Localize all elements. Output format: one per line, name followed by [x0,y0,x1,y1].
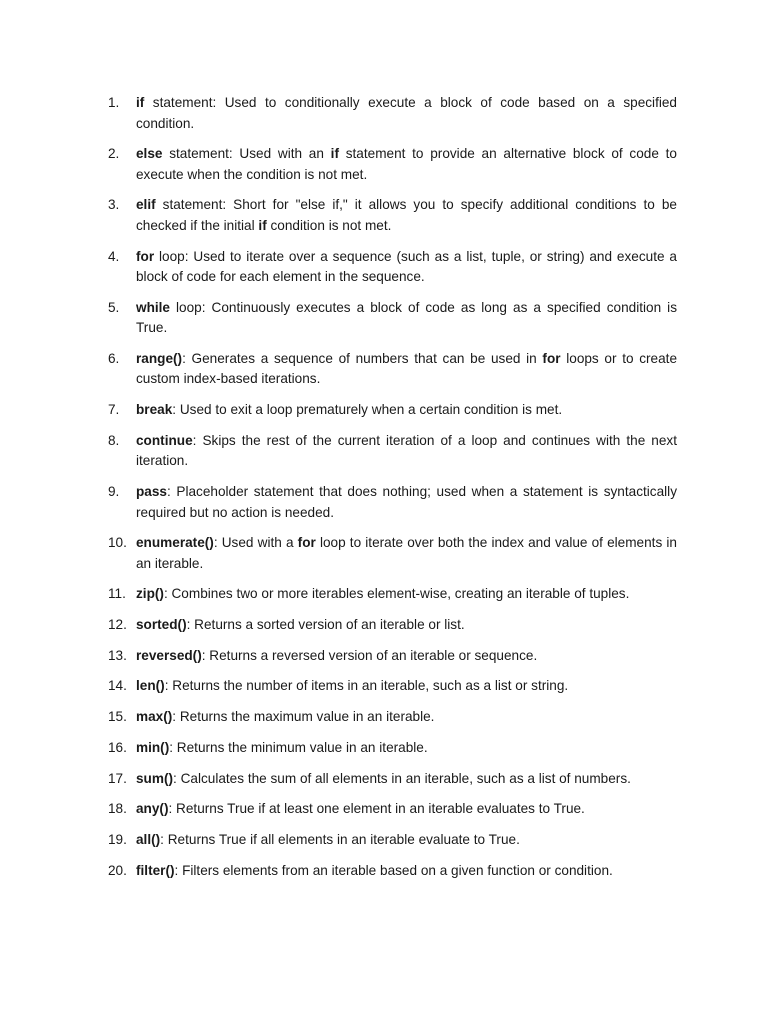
list-item-number: 6. [108,350,120,366]
keyword-term: for [297,535,316,551]
list-item [108,646,677,667]
list-item [108,830,677,851]
keyword-term: sum() [136,770,174,786]
list-item [108,861,677,882]
keyword-term: range() [136,350,183,366]
description-text: : Placeholder statement that does nothing; used when a statement is syntactically required but no action is needed. [136,484,677,520]
keyword-term: elif [136,197,156,213]
list-item-text [136,832,520,847]
list-item-number: 14. [108,678,127,694]
list-item-text [136,402,562,417]
list-item-text [136,740,428,755]
description-text: : Returns a sorted version of an iterable or list. [186,617,465,633]
description-text: : Used to exit a loop prematurely when a certain condition is met. [172,402,563,418]
list-item-number: 18. [108,801,127,817]
keyword-term: if [330,146,339,162]
list-item-number: 8. [108,432,120,448]
list-item-number: 12. [108,617,127,633]
list-item [108,533,677,574]
keyword-term: min() [136,739,170,755]
list-item [108,195,677,236]
keyword-term: enumerate() [136,535,214,551]
list-item [108,676,677,697]
description-text: loop: Used to iterate over a sequence (such as a list, tuple, or string) and execute a block of code for each element in the sequence. [136,248,677,285]
list-item [108,769,677,790]
keyword-term: len() [136,678,165,694]
list-item-number: 10. [108,535,127,551]
list-item-number: 4. [108,248,120,264]
list-item-text [136,678,568,693]
keyword-term: if [136,95,145,110]
description-text: statement to provide an alternative block of code to execute when the condition is not met. [136,146,677,182]
list-item-text [136,709,434,724]
list-item [108,349,677,390]
keyword-term: else [136,146,163,162]
list-item [108,799,677,820]
list-item-text [136,771,631,786]
list-item-text [136,197,677,233]
list-item-text [136,249,677,285]
description-text: loop: Continuously executes a block of code as long as a specified condition is True. [136,299,677,336]
list-item-number: 20. [108,862,127,878]
description-text: : Skips the rest of the current iteration of a loop and continues with the next iteration. [136,432,677,469]
list-item-number: 2. [108,146,120,162]
description-text: : Returns True if at least one element in an iterable evaluates to True. [168,801,585,817]
list-item-number: 1. [108,95,120,110]
list-item-text [136,801,585,816]
description-text: : Used with a [213,535,298,551]
keyword-term: while [136,299,170,315]
description-text: : Returns True if all elements in an iterable evaluate to True. [160,831,520,847]
keyword-term: sorted() [136,617,187,633]
description-text: loops or to create custom index-based iterations. [136,350,678,387]
numbered-list [108,93,677,891]
list-item [108,431,677,472]
keyword-term: for [542,350,561,366]
description-text: : Returns a reversed version of an iterable or sequence. [201,647,538,663]
list-item-text [136,863,613,878]
list-item-text [136,484,677,520]
list-item-number: 3. [108,197,120,213]
keyword-term: all() [136,831,161,847]
list-item-text [136,433,677,469]
list-item [108,482,677,523]
description-text: statement: Used with an [162,146,331,162]
list-item [108,584,677,605]
list-item-number: 19. [108,831,127,847]
list-item [108,298,677,339]
description-text: : Filters elements from an iterable based on a given function or condition. [174,862,613,878]
description-text: : Combines two or more iterables element-wise, creating an iterable of tuples. [163,586,630,602]
description-text: condition is not met. [266,217,392,233]
list-item [108,247,677,288]
list-item-text [136,351,677,387]
description-text: : Generates a sequence of numbers that can be used in [182,350,543,366]
list-item-number: 17. [108,770,127,786]
keyword-term: continue [136,432,193,448]
description-text: : Calculates the sum of all elements in an iterable, such as a list of numbers. [173,770,631,786]
list-item-text [136,535,677,571]
list-item [108,738,677,759]
keyword-term: filter() [136,862,175,878]
list-item-number: 16. [108,739,127,755]
description-text: statement: Short for "else if," it allows you to specify additional conditions to be checked if the initial [136,197,677,233]
list-item [108,144,677,185]
description-text: : Returns the number of items in an iterable, such as a list or string. [164,678,569,694]
list-item-text [136,300,677,336]
list-item [108,707,677,728]
keyword-term: any() [136,801,169,817]
description-text: : Returns the maximum value in an iterable. [172,709,435,725]
list-item-number: 7. [108,402,120,418]
keyword-term: break [136,402,173,418]
description-text: loop to iterate over both the index and value of elements in an iterable. [136,535,677,571]
list-item [108,93,677,134]
description-text: : Returns the minimum value in an iterable. [169,739,428,755]
list-item [108,400,677,421]
keyword-term: max() [136,709,173,725]
keyword-term: pass [136,484,167,499]
keyword-term: for [136,248,155,264]
list-item-number: 9. [108,484,120,499]
description-text: statement: Used to conditionally execute a block of code based on a specified condition. [136,95,677,131]
list-item-text [136,586,629,601]
list-item-text [136,617,465,632]
keyword-term: zip() [136,586,164,602]
list-item-number: 13. [108,647,127,663]
keyword-term: if [258,217,267,233]
list-item-number: 11. [108,586,126,602]
list-item-text [136,146,677,182]
list-item-text [136,648,537,663]
list-item [108,615,677,636]
list-item-number: 5. [108,299,120,315]
list-item-text [136,95,677,131]
list-item-number: 15. [108,709,127,725]
keyword-term: reversed() [136,647,202,663]
